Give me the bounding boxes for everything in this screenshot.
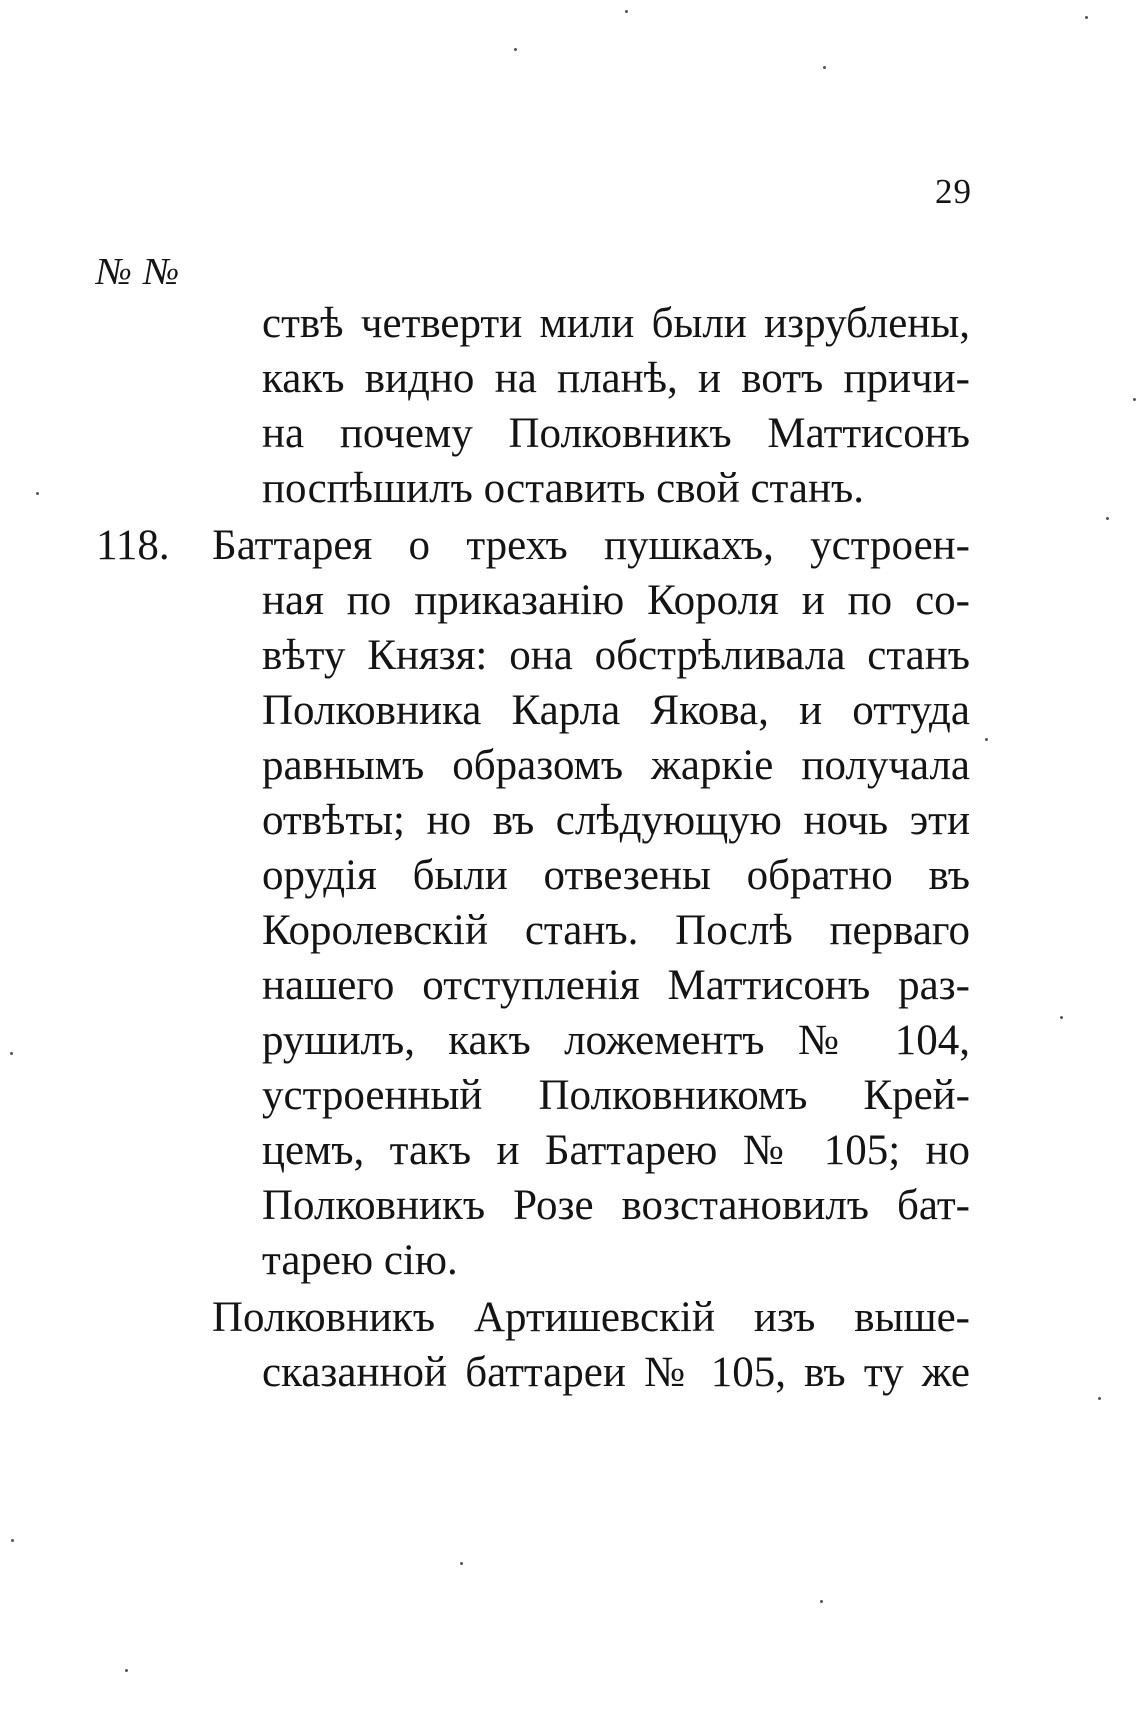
text-line: сказанной баттареи № 105, въ ту же: [262, 1349, 970, 1396]
scan-speck: [36, 492, 39, 495]
scan-speck: [985, 738, 988, 741]
scan-speck: [1098, 1397, 1101, 1400]
scan-speck: [1060, 1016, 1063, 1019]
text-line: вѣту Князя: она обстрѣливала станъ: [262, 632, 970, 679]
text-line: устроенный Полковникомъ Крей-: [262, 1072, 970, 1119]
text-line: отвѣты; но въ слѣдующую ночь эти: [262, 797, 970, 844]
text-line: тарею сію.: [262, 1237, 458, 1284]
scan-speck: [460, 1562, 463, 1565]
text-line: Баттарея о трехъ пушкахъ, устроен-: [212, 522, 970, 569]
text-line: орудія были отвезены обратно въ: [262, 852, 970, 899]
scan-speck: [820, 1600, 823, 1603]
text-line: нашего отступленія Маттисонъ раз-: [262, 962, 970, 1009]
text-line: Полковника Карла Якова, и оттуда: [262, 687, 970, 734]
scan-speck: [1133, 398, 1136, 401]
text-line: какъ видно на планѣ, и вотъ причи-: [262, 355, 970, 402]
text-line: на почему Полковникъ Маттисонъ: [262, 410, 970, 457]
text-line: Полковникъ Розе возстановилъ бат-: [262, 1182, 970, 1229]
page-number: 29: [935, 172, 972, 211]
scan-speck: [823, 66, 826, 69]
text-line: Полковникъ Артишевскій изъ выше-: [212, 1294, 970, 1341]
text-line: равнымъ образомъ жаркіе получала: [262, 742, 970, 789]
text-line: ная по приказанію Короля и по со-: [262, 577, 970, 624]
text-line: Королевскій станъ. Послѣ перваго: [262, 907, 970, 954]
text-line: цемъ, такъ и Баттарею № 105; но: [262, 1127, 970, 1174]
scan-speck: [625, 10, 628, 13]
text-line: рушилъ, какъ ложементъ № 104,: [262, 1017, 970, 1064]
margin-numbers-heading: № №: [96, 251, 181, 293]
scan-speck: [1106, 517, 1109, 520]
scan-speck: [11, 1539, 14, 1542]
scan-speck: [514, 48, 517, 51]
entry-number: 118.: [96, 522, 170, 569]
text-line: поспѣшилъ оставить свой станъ.: [262, 465, 864, 512]
scan-speck: [125, 1669, 128, 1672]
text-line: ствѣ четверти мили были изрублены,: [262, 300, 970, 347]
scan-speck: [1085, 16, 1088, 19]
scan-speck: [10, 1052, 13, 1055]
